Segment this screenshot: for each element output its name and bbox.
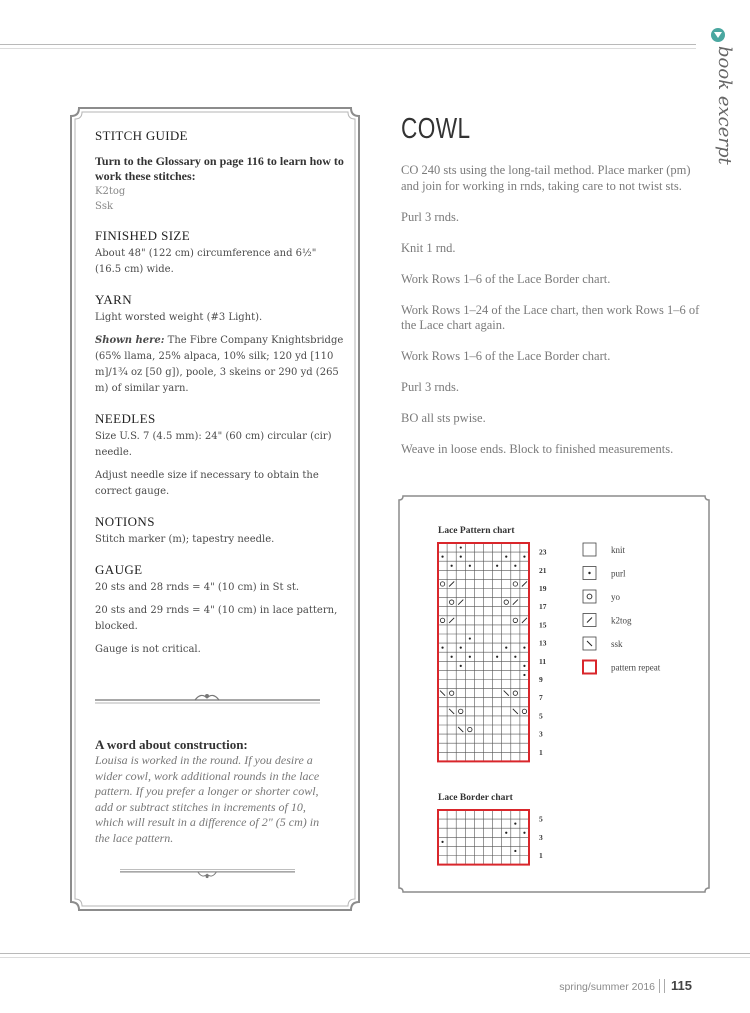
- stitch-guide-title: STITCH GUIDE: [95, 128, 188, 143]
- purl-mark: [523, 832, 525, 834]
- gauge-lace-text: 20 sts and 29 rnds = 4" (10 cm) in lace pattern, blocked.: [95, 605, 338, 632]
- purl-mark: [441, 556, 443, 558]
- row-number: 11: [539, 656, 547, 666]
- needles-text: Size U.S. 7 (4.5 mm): 24" (60 cm) circular (cir) needle.: [95, 431, 332, 458]
- legend-repeat-swatch: [583, 661, 596, 674]
- stitch-item: K2tog: [95, 186, 126, 197]
- cowl-instructions: [401, 163, 711, 473]
- ssk-mark: [449, 709, 454, 714]
- purl-mark: [523, 665, 525, 667]
- row-number: 1: [539, 851, 543, 860]
- purl-mark: [460, 546, 462, 548]
- yarn-weight-text: Light worsted weight (#3 Light).: [95, 312, 263, 323]
- purl-mark: [523, 674, 525, 676]
- row-number: 17: [539, 602, 547, 612]
- purl-mark: [441, 647, 443, 649]
- ornament-divider-top: [95, 690, 320, 704]
- ssk-mark: [458, 727, 463, 732]
- purl-mark: [441, 841, 443, 843]
- purl-mark: [505, 556, 507, 558]
- purl-icon: [588, 572, 590, 574]
- yo-mark: [513, 691, 517, 695]
- gauge-note-text: Gauge is not critical.: [95, 644, 201, 655]
- legend-label: pattern repeat: [611, 662, 661, 673]
- row-number: 5: [539, 814, 543, 824]
- purl-mark: [496, 565, 498, 567]
- glossary-lead: Turn to the Glossary on page 116 to learn how to work these stitches:: [95, 154, 344, 183]
- purl-mark: [505, 647, 507, 649]
- stitch-item: Ssk: [95, 201, 114, 212]
- legend-label: yo: [611, 592, 620, 602]
- instruction-step: Work Rows 1–24 of the Lace chart, then work Rows 1–6 of the Lace chart again.: [401, 302, 700, 332]
- shown-here-text: [95, 333, 345, 397]
- purl-mark: [451, 565, 453, 567]
- instruction-step: CO 240 sts using the long-tail method. Place marker (pm) and join for working in rnds, taking care to not twist sts.: [401, 163, 691, 193]
- stitch-guide: [95, 128, 345, 665]
- row-number: 19: [539, 584, 547, 593]
- purl-mark: [469, 637, 471, 639]
- instruction-step: Purl 3 rnds.: [401, 209, 459, 224]
- yo-mark: [449, 600, 453, 604]
- ssk-mark: [513, 709, 518, 714]
- k2tog-mark: [458, 600, 463, 605]
- yo-mark: [522, 709, 526, 713]
- legend-label: purl: [611, 568, 626, 579]
- gauge-st-text: 20 sts and 28 rnds = 4" (10 cm) in St st.: [95, 582, 300, 593]
- ssk-mark: [504, 691, 509, 696]
- instruction-step: Work Rows 1–6 of the Lace Border chart.: [401, 349, 611, 363]
- yarn-heading: YARN: [95, 292, 132, 307]
- triangle-down-icon: [711, 28, 725, 42]
- needles-heading: NEEDLES: [95, 411, 156, 426]
- yo-mark: [468, 727, 472, 731]
- book-excerpt-label: book excerpt: [714, 46, 735, 165]
- notions-text: Stitch marker (m); tapestry needle.: [95, 534, 275, 545]
- notions-heading: NOTIONS: [95, 514, 155, 529]
- yo-mark: [504, 600, 508, 604]
- row-number: 21: [539, 565, 547, 575]
- purl-mark: [514, 565, 516, 567]
- instruction-step: Weave in loose ends. Block to finished measurements.: [401, 442, 674, 456]
- legend-label: k2tog: [611, 615, 632, 626]
- legend-label: knit: [611, 545, 626, 555]
- yo-mark: [440, 582, 444, 586]
- gauge-heading: GAUGE: [95, 562, 143, 577]
- book-excerpt-tab: [703, 28, 733, 168]
- purl-mark: [451, 656, 453, 658]
- row-number: 13: [539, 638, 547, 648]
- purl-mark: [469, 565, 471, 567]
- purl-mark: [460, 556, 462, 558]
- row-number: 9: [539, 675, 543, 684]
- construction-heading: A word about construction:: [95, 737, 248, 752]
- row-number: 7: [539, 693, 543, 703]
- row-number: 3: [539, 832, 543, 842]
- finished-size-text: About 48" (122 cm) circumference and 6½" (16.5 cm) wide.: [95, 248, 317, 275]
- instruction-step: Purl 3 rnds.: [401, 380, 459, 394]
- ssk-mark: [440, 691, 445, 696]
- knitting-charts: [397, 494, 711, 894]
- shown-here-detail: The Fibre Company Knightsbridge (65% llama, 25% alpaca, 10% silk; 120 yd [110 m]/1¾ oz [50 g]), poole, 3 skeins or 290 yd (265 m) of similar yarn.: [95, 335, 344, 394]
- row-number: 1: [539, 747, 543, 757]
- k2tog-mark: [522, 618, 527, 623]
- chart-frame: [397, 494, 711, 894]
- finished-size-heading: FINISHED SIZE: [95, 228, 191, 243]
- footer-separator: [659, 979, 665, 993]
- row-number: 5: [539, 711, 543, 721]
- legend-knit-swatch: [583, 543, 596, 556]
- row-number: 3: [539, 729, 543, 739]
- row-number: 23: [539, 547, 547, 557]
- yo-mark: [459, 709, 463, 713]
- page-number: 115: [671, 978, 692, 993]
- yo-mark: [440, 618, 444, 622]
- legend-yo-swatch: [583, 590, 596, 603]
- k2tog-mark: [449, 618, 454, 623]
- top-rule-secondary: [0, 48, 696, 49]
- instruction-step: BO all sts pwise.: [401, 411, 486, 425]
- purl-mark: [460, 665, 462, 667]
- row-number: 15: [539, 620, 547, 630]
- purl-mark: [496, 656, 498, 658]
- ornament-divider-bottom: [95, 868, 320, 882]
- purl-mark: [460, 647, 462, 649]
- page-footer: [559, 978, 692, 993]
- purl-mark: [505, 832, 507, 834]
- purl-mark: [523, 647, 525, 649]
- border-chart-title: Lace Border chart: [438, 793, 513, 803]
- cowl-title: COWL: [401, 113, 471, 145]
- shown-here-label: Shown here:: [95, 335, 165, 346]
- yo-mark: [513, 618, 517, 622]
- bottom-rule-secondary: [0, 957, 750, 958]
- k2tog-mark: [449, 581, 454, 586]
- construction-text: Louisa is worked in the round. If you desire a wider cowl, work additional rounds in the lace pattern. If you prefer a longer or shorter cowl, add or subtract stitches in increments of 10, which will result in a difference of 2" (5 cm) in the lace pattern.: [95, 753, 320, 845]
- issue-label: spring/summer 2016: [559, 981, 656, 993]
- yo-mark: [449, 691, 453, 695]
- purl-mark: [469, 656, 471, 658]
- k2tog-mark: [513, 600, 518, 605]
- legend-label: ssk: [611, 639, 623, 649]
- purl-mark: [514, 656, 516, 658]
- top-rule: [0, 44, 696, 45]
- purl-mark: [523, 556, 525, 558]
- bottom-rule: [0, 953, 750, 954]
- purl-mark: [514, 823, 516, 825]
- k2tog-mark: [522, 581, 527, 586]
- instruction-step: Knit 1 rnd.: [401, 240, 456, 255]
- lace-chart-title: Lace Pattern chart: [438, 526, 515, 536]
- purl-mark: [514, 850, 516, 852]
- needles-adjust-text: Adjust needle size if necessary to obtain the correct gauge.: [95, 470, 319, 497]
- yo-mark: [513, 582, 517, 586]
- instruction-step: Work Rows 1–6 of the Lace Border chart.: [401, 271, 611, 286]
